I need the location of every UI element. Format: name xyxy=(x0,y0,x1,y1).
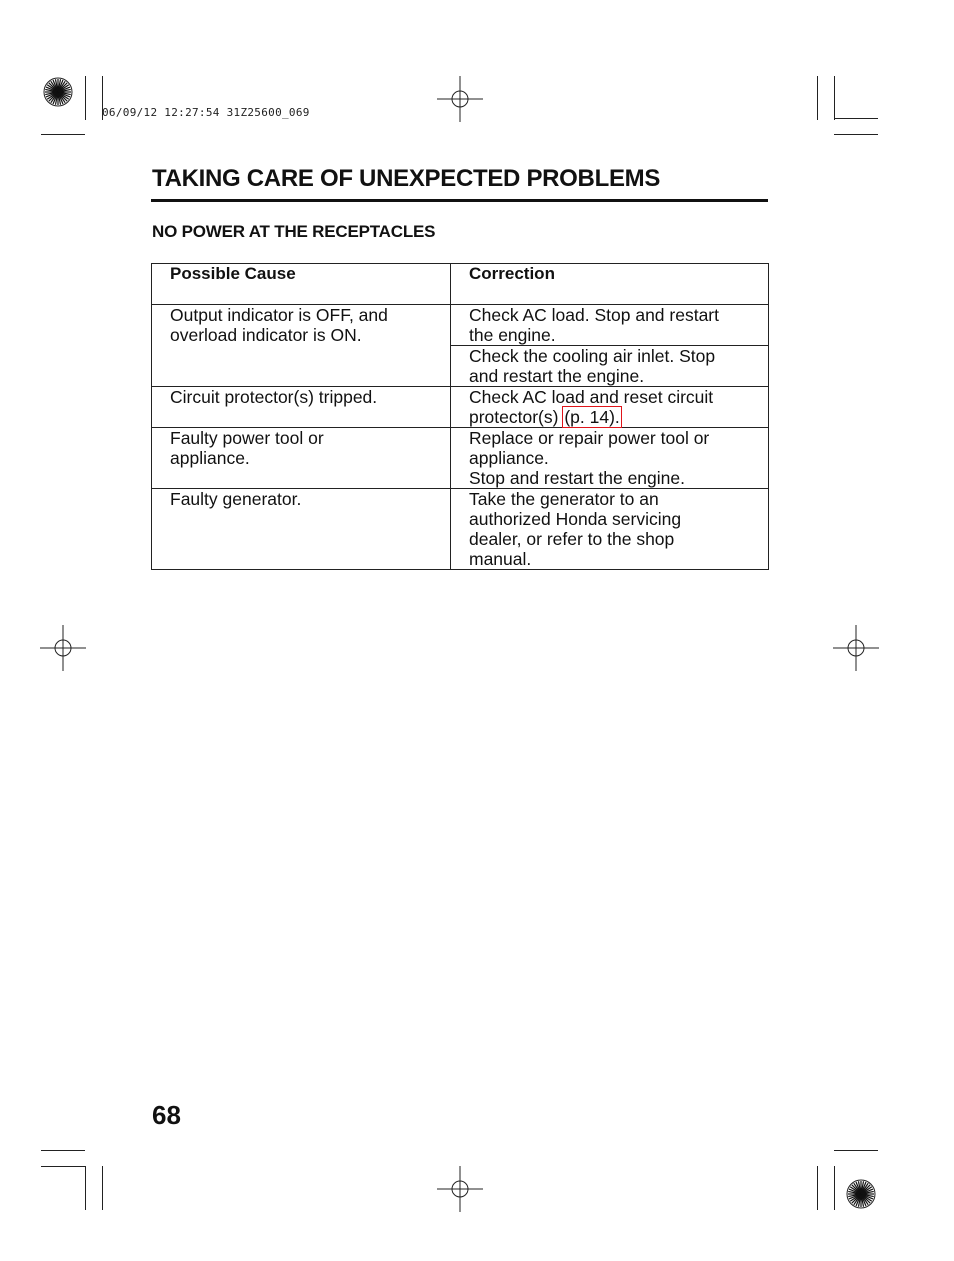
crop-line xyxy=(834,118,878,119)
section-heading: NO POWER AT THE RECEPTACLES xyxy=(152,222,436,241)
page-title: TAKING CARE OF UNEXPECTED PROBLEMS xyxy=(152,165,661,192)
correction-cell xyxy=(451,428,769,489)
crop-line xyxy=(41,1150,85,1151)
column-header-correction: Correction xyxy=(451,264,769,305)
table-header-row xyxy=(152,264,769,305)
correction-text: Replace or repair power tool or appliance. Stop and restart the engine. xyxy=(469,428,710,488)
crop-line xyxy=(834,134,878,135)
correction-cell xyxy=(451,305,769,346)
column-header-cause: Possible Cause xyxy=(152,264,451,305)
correction-text: Take the generator to an authorized Honda servicing dealer, or refer to the shop manual. xyxy=(469,489,682,569)
correction-text-prefix: Check AC load and reset circuit protector(s) xyxy=(469,387,714,427)
crop-line xyxy=(85,76,86,120)
crop-line xyxy=(85,1166,86,1210)
correction-cell xyxy=(451,489,769,570)
crop-line xyxy=(817,1166,818,1210)
crop-line xyxy=(817,76,818,120)
correction-text xyxy=(469,387,762,427)
page-number: 68 xyxy=(152,1100,181,1130)
table-row xyxy=(152,387,769,428)
cause-cell xyxy=(152,428,451,489)
crop-line xyxy=(834,1150,878,1151)
troubleshooting-table xyxy=(151,263,769,570)
correction-cell xyxy=(451,346,769,387)
sunburst-mark-top-left xyxy=(43,77,73,107)
crosshair-mark-right xyxy=(833,625,879,671)
crop-line xyxy=(41,1166,85,1167)
sunburst-mark-bottom-right xyxy=(846,1179,876,1209)
correction-cell xyxy=(451,387,769,428)
table-row xyxy=(152,305,769,346)
table-row xyxy=(152,428,769,489)
cause-cell xyxy=(152,387,451,428)
crosshair-mark-bottom xyxy=(437,1166,483,1212)
crop-line xyxy=(834,76,835,120)
print-timestamp: 06/09/12 12:27:54 31Z25600_069 xyxy=(102,106,310,119)
crop-line xyxy=(41,134,85,135)
table-row xyxy=(152,489,769,570)
correction-text: Check the cooling air inlet. Stop and restart the engine. xyxy=(469,346,716,386)
cause-text: Circuit protector(s) tripped. xyxy=(170,387,378,407)
cause-text: Output indicator is OFF, and overload indicator is ON. xyxy=(170,305,388,345)
crop-line xyxy=(834,1166,835,1210)
page-reference-link[interactable]: (p. 14). xyxy=(564,407,620,427)
cause-cell xyxy=(152,305,451,387)
cause-cell xyxy=(152,489,451,570)
crosshair-mark-left xyxy=(40,625,86,671)
cause-text: Faulty generator. xyxy=(170,489,302,509)
correction-text: Check AC load. Stop and restart the engine. xyxy=(469,305,719,345)
cause-text: Faulty power tool or appliance. xyxy=(170,428,324,468)
crop-line xyxy=(102,1166,103,1210)
crosshair-mark-top xyxy=(437,76,483,122)
title-rule xyxy=(151,199,768,202)
